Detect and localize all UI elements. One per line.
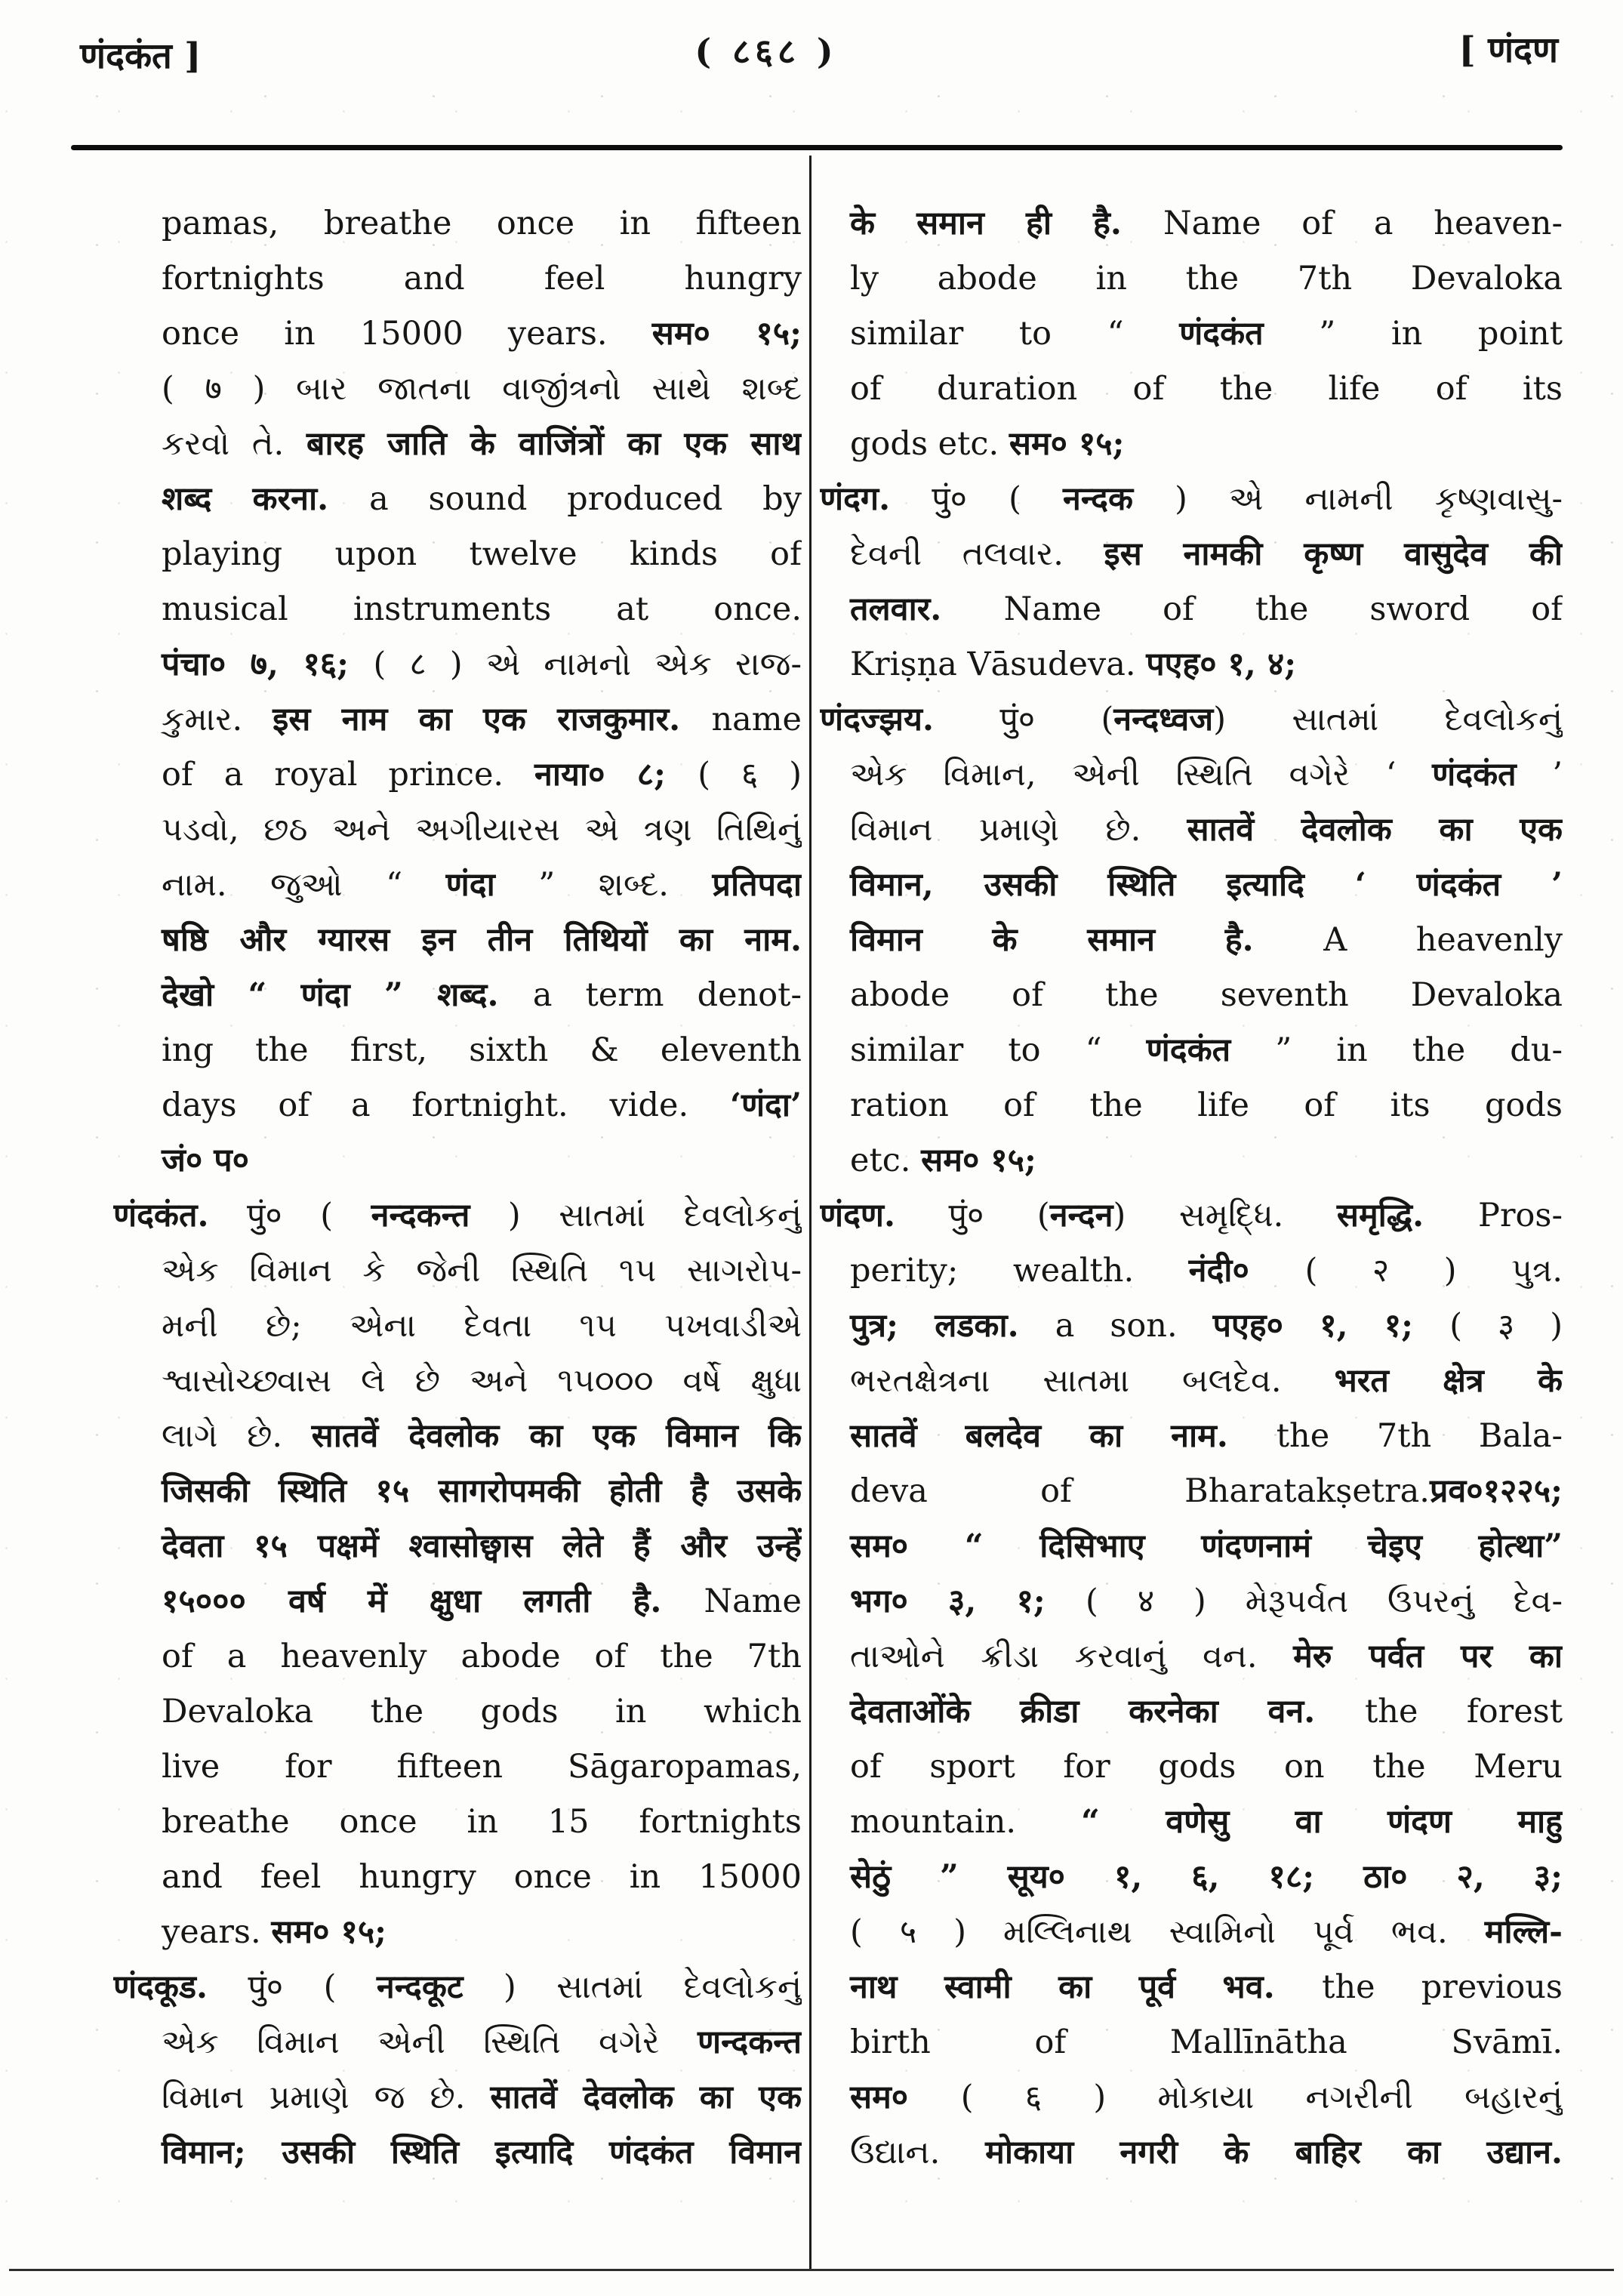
text-segment: a sound produced by [369,480,802,518]
text-segment: ( ४ ) મેરૂપર્વત ઉપરનું દેવ- [1086,1583,1563,1620]
dictionary-text-line [113,417,802,472]
bold-text-segment: मोकाया नगरी के बाहिर का उद्यान. [985,2134,1563,2171]
text-segment: days of a fortnight. vide. [162,1086,730,1124]
bold-text-segment: के समान ही है. [850,205,1163,242]
bold-text-segment: विमान, उसकी स्थिति इत्यादि ‘ णंदकंत ’ [850,866,1563,904]
dictionary-text-line [113,747,802,803]
bold-text-segment: नन्दध्वज [1113,701,1214,738]
text-segment: and feel hungry once in 15000 [162,1858,802,1896]
text-segment: the forest [1364,1693,1563,1730]
dictionary-text-line [113,1574,802,1629]
text-segment: playing upon twelve kinds of [162,535,802,573]
footer-rule [9,2269,1614,2271]
text-segment: નામ. જુઓ “ [162,866,446,904]
text-segment: etc. [850,1142,922,1179]
bold-text-segment: जं० प० [162,1142,250,1179]
dictionary-text-line [820,362,1563,417]
bold-text-segment: पएह० १, १; [1212,1307,1450,1345]
text-segment: ” in the du- [1230,1031,1563,1069]
text-segment: ( ५ ) મલ્લિનાથ સ્વામિનો પૂર્વ ભવ. [850,1913,1485,1951]
text-segment: Pros- [1478,1197,1563,1234]
bold-text-segment: णंदकंत [1432,756,1517,794]
dictionary-text-line [820,1464,1563,1519]
text-segment: fortnights and feel hungry [162,260,802,297]
text-segment: વિમાન પ્રમાણે જ છે. [162,2079,491,2116]
bold-text-segment: मल्लि- [1484,1913,1563,1951]
bold-text-segment: णन्दकन्त [698,2023,802,2061]
text-segment: mountain. [850,1803,1082,1841]
text-segment: पुं० ( [208,1197,371,1234]
dictionary-text-line [113,637,802,692]
bold-text-segment: भग० ३, १; [850,1583,1086,1620]
bold-text-segment: पंचा० ७, १६; [162,646,374,683]
bold-text-segment: णंदकंत [1146,1031,1231,1069]
text-segment: વિમાન પ્રમાણે છે. [850,811,1187,849]
text-segment: ration of the life of its gods [850,1086,1563,1124]
text-segment: a son. [1055,1307,1213,1345]
bold-text-segment: सम० १५; [651,315,802,353]
dictionary-text-line [820,417,1563,472]
text-segment: Devaloka the gods in which [162,1693,802,1730]
dictionary-text-line [820,1519,1563,1574]
text-segment: શ્વાસોચ્છ્વાસ લે છે અને ૧૫૦૦૦ વર્ષે ક્ષુધા [162,1362,802,1400]
bold-text-segment: षष्ठि और ग्यारस इन तीन तिथियों का नाम. [162,921,802,959]
dictionary-text-line [113,2070,802,2125]
bold-text-segment: सातवें देवलोक का एक विमान कि [311,1417,802,1455]
dictionary-text-line [113,2015,802,2070]
dictionary-text-line [820,747,1563,803]
text-segment: birth of Mallīnātha Svāmī. [850,2023,1563,2061]
text-segment: a term denot- [532,976,802,1014]
dictionary-text-line [820,1244,1563,1299]
bold-text-segment: नाया० ८; [534,756,698,794]
dictionary-text-line [113,1740,802,1795]
bold-text-segment: पएह० १, ४; [1146,646,1297,683]
dictionary-text-line [820,251,1563,307]
dictionary-entry-line [820,692,1563,747]
bold-text-segment: प्रतिपदा [712,866,802,904]
bold-text-segment: समृद्धि. [1336,1197,1479,1234]
dictionary-text-line [113,2125,802,2180]
bold-text-segment: सातवें देवलोक का एक [1187,811,1563,849]
text-segment: deva of Bharatakṣetra. [850,1472,1430,1510]
text-segment: pamas, breathe once in fifteen [162,205,802,242]
dictionary-text-line [113,1684,802,1740]
text-segment: કુમાર. [162,701,273,738]
text-segment: the previous [1322,1968,1563,2006]
text-segment: ( ६ ) મોકાયા નગરીની બહારનું [960,2079,1563,2116]
dictionary-text-line [820,803,1563,858]
bold-text-segment: पुत्र; लडका. [850,1307,1055,1345]
dictionary-text-line [820,196,1563,251]
bold-text-segment: सातवें देवलोक का एक [490,2079,802,2116]
text-segment: ભરતક્ષેત્રના સાતમા બલદેવ. [850,1362,1335,1400]
text-segment: ( ७ ) બાર જાતના વાજીંત્રનો સાથે શબ્દ [162,370,802,408]
dictionary-text-line [113,858,802,913]
dictionary-text-line [820,1960,1563,2015]
text-segment: ing the first, sixth & eleventh [162,1031,802,1069]
bold-text-segment: भरत क्षेत्र के [1334,1362,1563,1400]
bold-text-segment: णंदण. [820,1197,895,1234]
dictionary-text-line [113,307,802,362]
text-segment: ) સાતમાં દેવલોકનું [1213,701,1563,738]
bold-text-segment: ‘णंदा’ [730,1086,802,1124]
bold-text-segment: नाथ स्वामी का पूर्व भव. [850,1968,1323,2006]
column-divider-rule [809,156,812,2270]
bold-text-segment: णंदा [445,866,495,904]
text-segment: Name of a heaven- [1163,205,1563,242]
dictionary-text-line [820,2015,1563,2070]
text-segment: તાઓને ક્રીડા કરવાનું વન. [850,1638,1294,1675]
dictionary-text-line [820,913,1563,968]
text-segment: abode of the seventh Devaloka [850,976,1563,1014]
dictionary-text-line [113,1795,802,1850]
dictionary-text-line [113,1244,802,1299]
header-page-number: ( ८६८ ) [694,31,838,72]
header-guide-word-left: णंदकंत ] [80,35,202,77]
dictionary-entry-line [820,1188,1563,1244]
bold-text-segment: नन्दकूट [376,1968,463,2006]
text-segment: દેવની તલવાર. [850,535,1104,573]
dictionary-text-line [820,1850,1563,1905]
text-segment: perity; wealth. [850,1252,1189,1290]
dictionary-text-line [820,1078,1563,1133]
text-segment: ઉદ્યાન. [850,2134,986,2171]
text-segment: Name of the sword of [1003,590,1563,628]
text-segment: ) સાતમાં દેવલોકનું [463,1968,802,2006]
bold-text-segment: णंदज्झय. [820,701,934,738]
text-segment: live for fifteen Sāgaropamas, [162,1748,802,1786]
dictionary-text-line [113,1023,802,1078]
dictionary-text-line [820,582,1563,637]
bold-text-segment: विमान; उसकी स्थिति इत्यादि णंदकंत विमान [162,2134,802,2171]
dictionary-text-line [113,582,802,637]
text-segment: ( ८ ) એ નામનો એક રાજ- [373,646,802,683]
bold-text-segment: देखो “ णंदा ” शब्द. [162,976,533,1014]
bold-text-segment: तलवार. [850,590,1004,628]
dictionary-text-line [113,251,802,307]
dictionary-text-line [113,196,802,251]
dictionary-entry-line [113,1188,802,1244]
dictionary-text-line [820,1023,1563,1078]
bold-text-segment: सम० १५; [921,1142,1036,1179]
dictionary-text-line [113,1409,802,1464]
dictionary-text-line [113,1850,802,1905]
dictionary-text-line [820,1409,1563,1464]
bold-text-segment: मेरु पर्वत पर का [1293,1638,1563,1675]
bold-text-segment: इस नामकी कृष्ण वासुदेव की [1104,535,1563,573]
dictionary-text-line [113,1905,802,1960]
text-segment: ly abode in the 7th Devaloka [850,260,1563,297]
dictionary-text-line [820,2125,1563,2180]
bold-text-segment: णंदकूड. [113,1968,208,2006]
text-segment: લાગે છે. [162,1417,312,1455]
bold-text-segment: शब्द करना. [162,480,370,518]
text-segment: the 7th Bala- [1276,1417,1563,1455]
text-segment: of a heavenly abode of the 7th [162,1638,802,1675]
text-segment: musical instruments at once. [162,590,802,628]
bold-text-segment: जिसकी स्थिति १५ सागरोपमकी होती है उसके [162,1472,802,1510]
text-segment: once in 15000 years. [162,315,652,353]
text-segment: पुं० ( [207,1968,377,2006]
right-column [820,196,1563,2180]
dictionary-entry-line [820,472,1563,527]
bold-text-segment: बारह जाति के वाजिंत्रों का एक साथ [306,425,802,463]
text-segment: ) સમૃદ્ધિ. [1113,1197,1337,1234]
dictionary-text-line [113,472,802,527]
dictionary-text-line [113,1078,802,1133]
bold-text-segment: “ वणेसु वा णंदण माहु [1081,1803,1563,1841]
bold-text-segment: इस नाम का एक राजकुमार. [273,701,712,738]
bold-text-segment: देवताओंके क्रीडा करनेका वन. [850,1693,1365,1730]
text-segment: Name [704,1583,802,1620]
dictionary-text-line [113,692,802,747]
bold-text-segment: १५००० वर्ष में क्षुधा लगती है. [162,1583,704,1620]
text-segment: Kriṣṇa Vāsudeva. [850,646,1147,683]
text-segment: ) એ નામની કૃષ્ણવાસુ- [1133,480,1563,518]
bold-text-segment: सेठुं ” सूय० १, ६, १८; ठा० २, ३; [850,1858,1563,1896]
dictionary-text-line [820,968,1563,1023]
text-segment: years. [162,1913,272,1951]
text-segment: ” શબ્દ. [494,866,713,904]
bold-text-segment: सम० १५; [271,1913,387,1951]
text-segment: એક વિમાન એની સ્થિતિ વગેરે [162,2023,698,2061]
dictionary-text-line [113,1629,802,1684]
dictionary-text-line [820,527,1563,582]
text-segment: એક વિમાન, એની સ્થિતિ વગેરે ‘ [850,756,1433,794]
dictionary-text-line [820,1740,1563,1795]
text-segment: similar to “ [850,1031,1147,1069]
dictionary-text-line [113,1354,802,1409]
dictionary-entry-line [113,1960,802,2015]
text-segment: name [711,701,802,738]
text-segment: A heavenly [1323,921,1563,959]
dictionary-text-line [113,362,802,417]
text-segment: similar to “ [850,315,1180,353]
dictionary-text-line [820,1354,1563,1409]
text-segment: ” in point [1263,315,1563,353]
text-segment: કરવો તે. [162,425,306,463]
text-segment: of sport for gods on the Meru [850,1748,1563,1786]
dictionary-text-line [820,1684,1563,1740]
dictionary-text-line [820,1133,1563,1188]
bold-text-segment: णंदग. [820,480,891,518]
bold-text-segment: नन्दकन्त [371,1197,470,1234]
dictionary-text-line [113,913,802,968]
text-segment: પડવો, છઠ અને અગીયારસ એ ત્રણ તિથિનું [162,811,802,849]
header-rule [71,145,1563,150]
text-segment: ) સાતમાં દેવલોકનું [470,1197,802,1234]
dictionary-text-line [820,1629,1563,1684]
dictionary-text-line [820,858,1563,913]
left-column [113,196,802,2180]
text-segment: એક વિમાન કે જેની સ્થિતિ ૧૫ સાગરોપ- [162,1252,802,1290]
text-segment: ’ [1516,756,1563,794]
text-segment: મની છે; એના દેવતા ૧૫ પખવાડીએ [162,1307,802,1345]
text-segment: पुं० ( [933,701,1114,738]
bold-text-segment: सातवें बलदेव का नाम. [850,1417,1277,1455]
bold-text-segment: नंदी० [1188,1252,1305,1290]
text-segment: of a royal prince. [162,756,535,794]
dictionary-text-line [820,1795,1563,1850]
dictionary-text-line [820,637,1563,692]
dictionary-text-line [113,1519,802,1574]
bold-text-segment: सम० “ दिसिभाए णंदणनामं चेइए होत्था” [850,1527,1563,1565]
bold-text-segment: प्रव०१२२५; [1429,1472,1563,1510]
dictionary-text-line [113,527,802,582]
header-guide-word-right: [ णंदण [1458,29,1558,71]
text-segment: breathe once in 15 fortnights [162,1803,802,1841]
dictionary-text-line [113,1299,802,1354]
text-segment: ( ३ ) [1449,1307,1563,1345]
text-segment: gods etc. [850,425,1009,463]
text-segment: ( ६ ) [698,756,802,794]
bold-text-segment: विमान के समान है. [850,921,1324,959]
dictionary-text-line [820,1574,1563,1629]
bold-text-segment: सम० १५; [1009,425,1125,463]
text-segment: पुं० ( [890,480,1063,518]
dictionary-text-line [820,2070,1563,2125]
bold-text-segment: नन्दन [1049,1197,1113,1234]
text-segment: ( २ ) પુત્ર. [1304,1252,1563,1290]
bold-text-segment: देवता १५ पक्षमें श्वासोछ्वास लेते हैं और उन्हें [162,1527,802,1565]
dictionary-text-line [113,968,802,1023]
dictionary-text-line [820,1905,1563,1960]
text-segment: of duration of the life of its [850,370,1563,408]
text-segment: पुं० ( [895,1197,1050,1234]
dictionary-text-line [113,1464,802,1519]
bold-text-segment: णंदकंत [1179,315,1264,353]
bold-text-segment: नन्दक [1063,480,1134,518]
dictionary-text-line [113,803,802,858]
dictionary-text-line [820,307,1563,362]
bold-text-segment: णंदकंत. [113,1197,209,1234]
dictionary-text-line [113,1133,802,1188]
dictionary-text-line [820,1299,1563,1354]
bold-text-segment: सम० [850,2079,961,2116]
